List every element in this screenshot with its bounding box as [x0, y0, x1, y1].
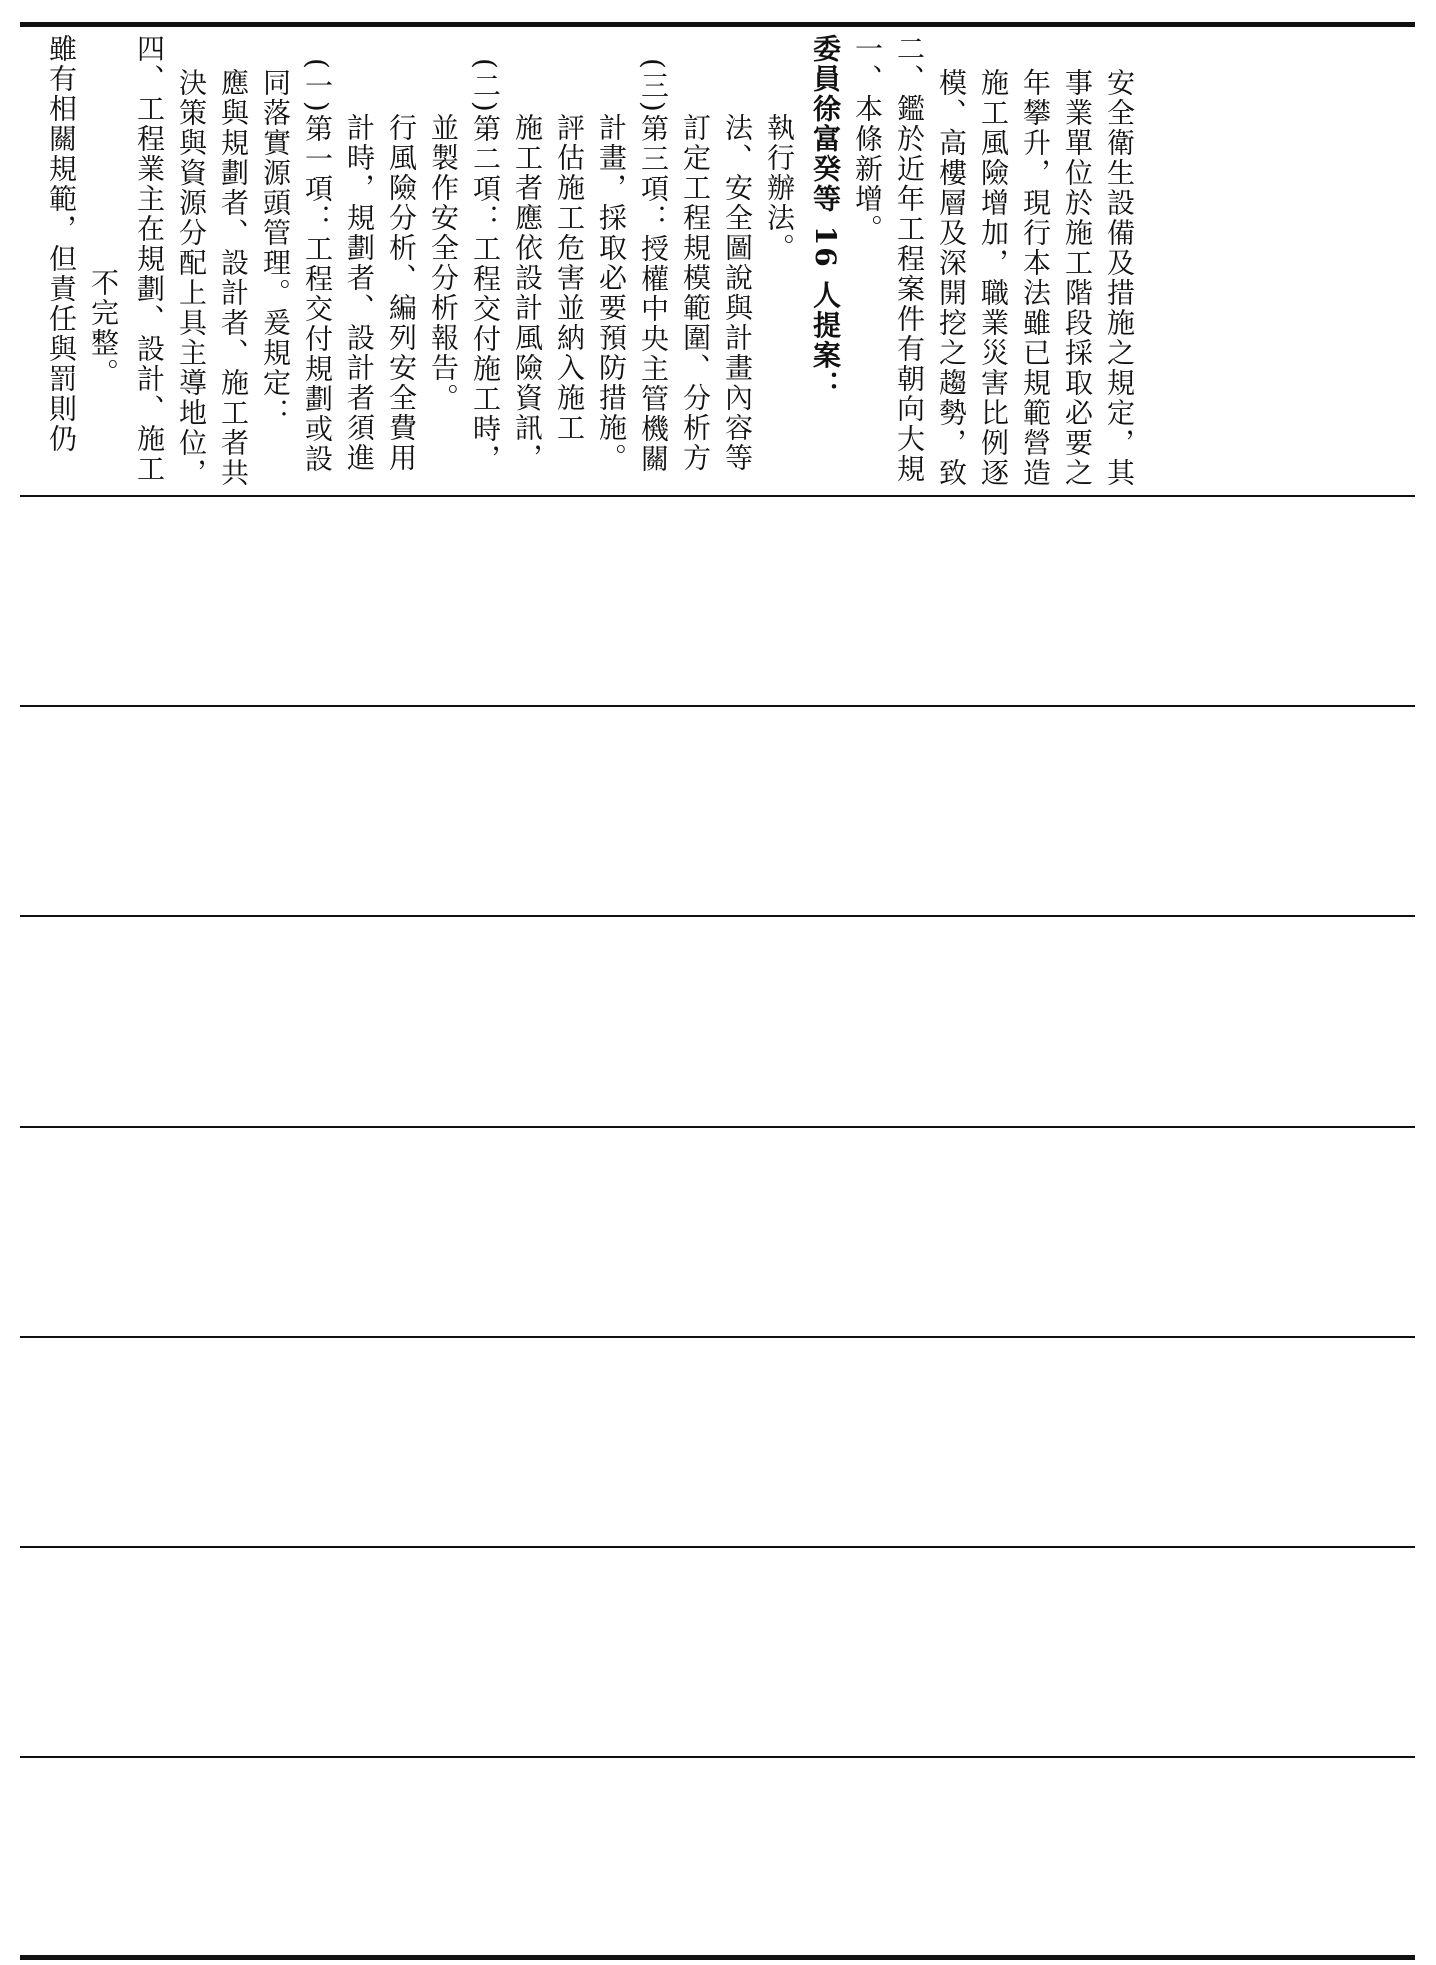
text-line-25: 事業單位於施工階段採取必要之 [1061, 68, 1094, 488]
text-line-6: 同落實源頭管理。爰規定： [259, 68, 292, 428]
top-border [20, 22, 1415, 27]
empty-table-row [20, 1128, 1415, 1336]
text-line-8: 計時，規劃者、設計者須進 [343, 113, 376, 473]
explanation-cell [20, 28, 1415, 490]
text-line-11: (二)第二項：工程交付施工時， [469, 58, 502, 474]
text-line-1: 雖有相關規範，但責任與罰則仍 [45, 34, 78, 454]
text-line-12: 施工者應依設計風險資訊， [511, 113, 544, 473]
empty-table-row [20, 917, 1415, 1125]
text-line-3: 四、工程業主在規劃、設計、施工 [133, 34, 166, 484]
empty-table-row [20, 1548, 1415, 1756]
text-line-22: 模、高樓層及深開挖之趨勢，致 [935, 68, 968, 488]
empty-table-row [20, 497, 1415, 705]
empty-table-row [20, 1758, 1415, 1958]
text-line-4: 決策與資源分配上具主導地位， [175, 68, 208, 488]
text-line-14: 計畫，採取必要預防措施。 [595, 113, 628, 473]
text-line-10: 並製作安全分析報告。 [427, 113, 460, 413]
text-line-24: 年攀升，現行本法雖已規範營造 [1019, 68, 1052, 488]
text-line-26: 安全衛生設備及措施之規定，其 [1103, 68, 1136, 488]
empty-table-row [20, 1338, 1415, 1546]
bottom-border [20, 1955, 1415, 1960]
text-line-13: 評估施工危害並納入施工 [553, 113, 586, 443]
text-line-18: 執行辦法。 [763, 113, 796, 263]
proposal-heading: 委員徐富癸等 16 人提案： [809, 34, 842, 401]
text-line-5: 應與規劃者、設計者、施工者共 [217, 68, 250, 488]
text-line-23: 施工風險增加，職業災害比例逐 [977, 68, 1010, 488]
text-line-9: 行風險分析、編列安全費用 [385, 113, 418, 473]
empty-table-row [20, 707, 1415, 915]
text-line-7: (一)第一項：工程交付規劃或設 [301, 58, 334, 474]
text-line-21: 二、鑑於近年工程案件有朝向大規 [893, 34, 926, 484]
text-line-20: 一、本條新增。 [851, 34, 884, 244]
text-line-17: 法、安全圖說與計畫內容等 [721, 113, 754, 473]
text-line-15: (三)第三項：授權中央主管機關 [637, 58, 670, 474]
text-line-2: 不完整。 [87, 268, 120, 388]
text-line-16: 訂定工程規模範圍、分析方 [679, 113, 712, 473]
